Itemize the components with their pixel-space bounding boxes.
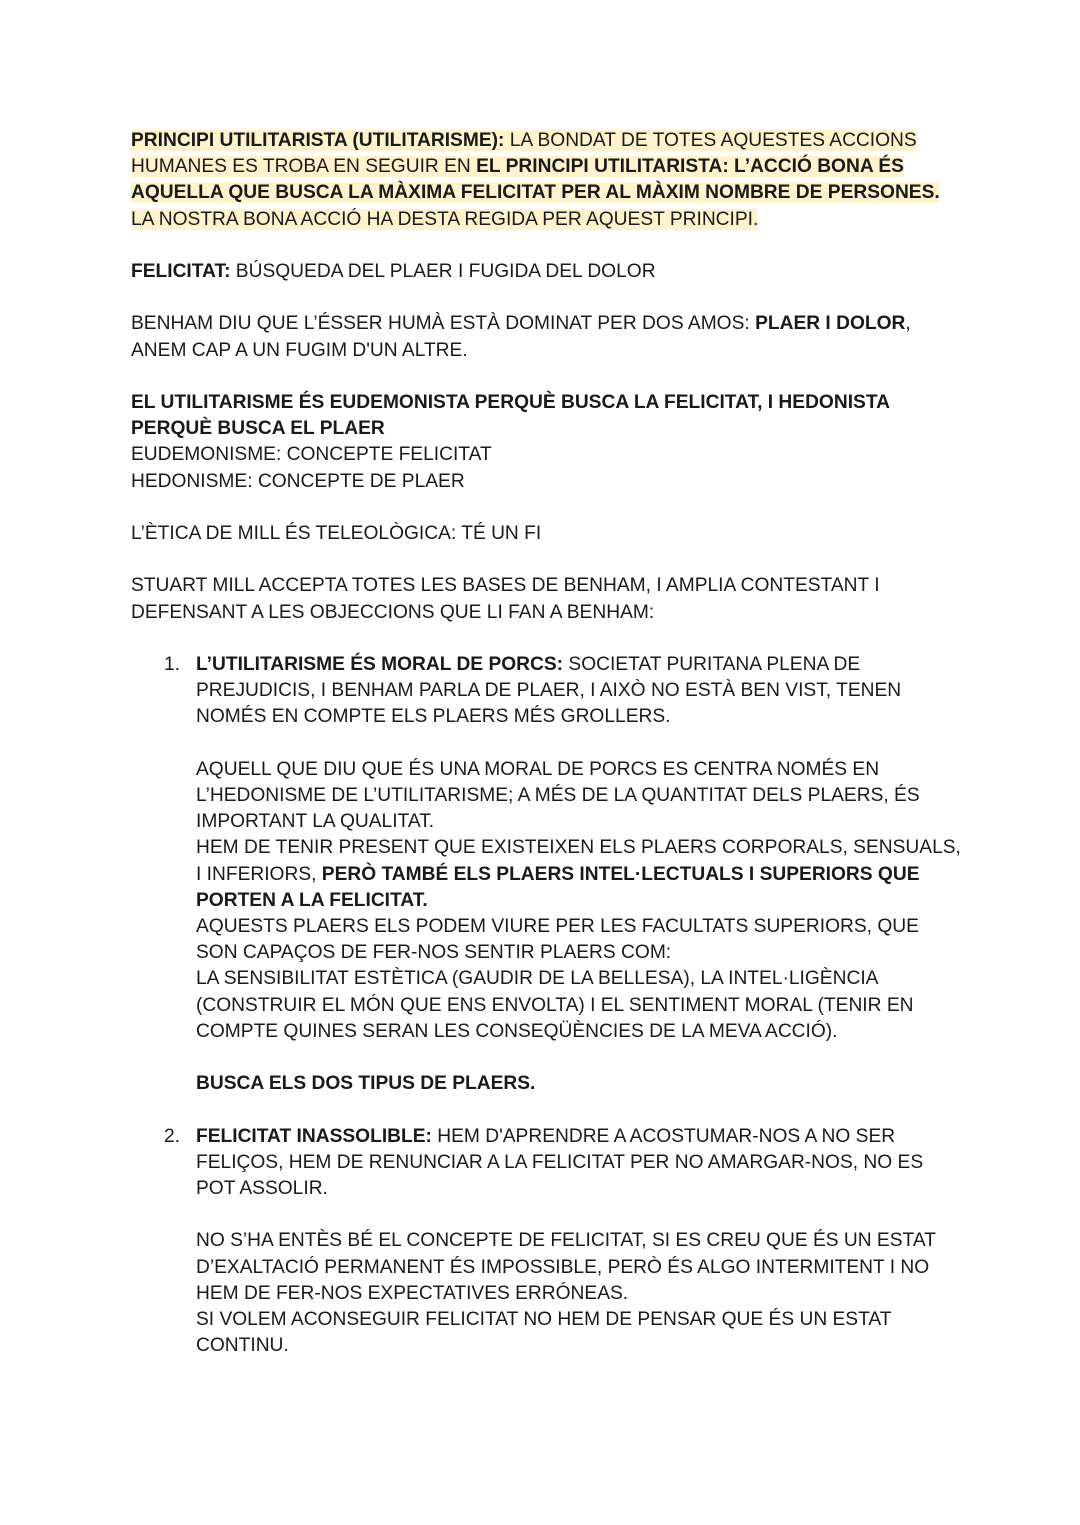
item-paragraph: LA SENSIBILITAT ESTÈTICA (GAUDIR DE LA BELLESA), LA INTEL·LIGÈNCIA (CONSTRUIR EL MÓN QUE ENS ENVOLTA) I EL SENTIMENT MORAL (TENIR EN COMPTE QUINES SERAN LES CONSEQÜÈNCIES DE LA MEVA ACCIÓ).: [196, 968, 914, 1042]
list-item: [131, 1124, 961, 1360]
item-bold: PERÒ TAMBÉ ELS PLAERS INTEL·LECTUALS I SUPERIORS QUE PORTEN A LA FELICITAT.: [196, 863, 920, 911]
item-paragraph: AQUELL QUE DIU QUE ÉS UNA MORAL DE PORCS ES CENTRA NOMÉS EN L’HEDONISME DE L’UTILITARISME; A MÉS DE LA QUANTITAT DELS PLAERS, ÉS IMPORTANT LA QUALITAT.: [196, 758, 920, 833]
benham-text-1: BENHAM DIU QUE L’ÉSSER HUMÀ ESTÀ DOMINAT PER DOS AMOS:: [131, 313, 756, 335]
eudemonista-heading: EL UTILITARISME ÉS EUDEMONISTA PERQUÈ BUSCA LA FELICITAT, I HEDONISTA PERQUÈ BUSCA EL PLAER: [131, 391, 890, 440]
felicitat-label: FELICITAT:: [131, 261, 231, 282]
intro-bold: EL PRINCIPI UTILITARISTA: L’ACCIÓ BONA ÉS AQUELLA QUE BUSCA LA MÀXIMA FELICITAT PER AL MÀXIM NOMBRE DE PERSONES.: [131, 156, 940, 204]
hedonisme-definition: HEDONISME: CONCEPTE DE PLAER: [131, 470, 465, 492]
benham-text-2: , ANEM CAP A UN FUGIM D'UN ALTRE.: [131, 313, 911, 361]
intro-text-2: LA NOSTRA BONA ACCIÓ HA DESTA REGIDA PER AQUEST PRINCIPI.: [131, 208, 759, 230]
felicitat-paragraph: [131, 259, 961, 285]
item-intro: [196, 652, 961, 731]
item-text: HEM D'APRENDRE A ACOSTUMAR-NOS A NO SER FELIÇOS, HEM DE RENUNCIAR A LA FELICITAT PER NO AMARGAR-NOS, NO ES POT ASSOLIR.: [196, 1125, 924, 1199]
item-paragraph: AQUESTS PLAERS ELS PODEM VIURE PER LES FACULTATS SUPERIORS, QUE SON CAPAÇOS DE FER-NOS SENTIR PLAERS COM:: [196, 915, 919, 964]
eudemonisme-definition: EUDEMONISME: CONCEPTE FELICITAT: [131, 444, 492, 466]
item-title: FELICITAT INASSOLIBLE:: [196, 1125, 432, 1147]
document-page: [131, 128, 961, 1359]
intro-text-1: LA BONDAT DE TOTES AQUESTES ACCIONS HUMANES ES TROBA EN SEGUIR EN: [131, 130, 917, 178]
item-text: SOCIETAT PURITANA PLENA DE PREJUDICIS, I BENHAM PARLA DE PLAER, I AIXÒ NO ESTÀ BEN VIST, TENEN NOMÉS EN COMPTE ELS PLAERS MÉS GROLLERS.: [196, 653, 902, 728]
list-item-number: 2.: [164, 1125, 181, 1147]
eudemonista-block: [131, 390, 961, 495]
list-item: [131, 652, 961, 1097]
intro-paragraph: [131, 128, 961, 233]
intro-label: PRINCIPI UTILITARISTA (UTILITARISME):: [131, 130, 505, 151]
objections-list: [131, 652, 961, 1359]
item-intro: [196, 1124, 961, 1203]
intro-highlight: [131, 130, 940, 230]
benham-bold: PLAER I DOLOR: [755, 313, 906, 335]
felicitat-text: BÚSQUEDA DEL PLAER I FUGIDA DEL DOLOR: [230, 261, 656, 282]
item-conclusion: BUSCA ELS DOS TIPUS DE PLAERS.: [196, 1073, 536, 1095]
item-title: L’UTILITARISME ÉS MORAL DE PORCS:: [196, 653, 564, 675]
item-paragraph: SI VOLEM ACONSEGUIR FELICITAT NO HEM DE PENSAR QUE ÉS UN ESTAT CONTINU.: [196, 1308, 892, 1357]
list-item-number: 1.: [164, 653, 181, 675]
item-paragraph: HEM DE TENIR PRESENT QUE EXISTEIXEN ELS PLAERS CORPORALS, SENSUALS, I INFERIORS, PERÒ TAMBÉ ELS PLAERS INTEL·LECTUALS I SUPERIORS QUE PORTEN A LA FELICITAT.: [196, 837, 961, 911]
mill-paragraph: STUART MILL ACCEPTA TOTES LES BASES DE BENHAM, I AMPLIA CONTESTANT I DEFENSANT A LES OBJECCIONS QUE LI FAN A BENHAM:: [131, 575, 880, 623]
etica-paragraph: L’ÈTICA DE MILL ÉS TELEOLÒGICA: TÉ UN FI: [131, 522, 542, 544]
benham-paragraph: [131, 311, 961, 363]
item-paragraph: NO S’HA ENTÈS BÉ EL CONCEPTE DE FELICITAT, SI ES CREU QUE ÉS UN ESTAT D’EXALTACIÓ PERMANENT ÉS IMPOSSIBLE, PERÒ ÉS ALGO INTERMITENT I NO HEM DE FER-NOS EXPECTATIVES ERRÓNEAS.: [196, 1230, 936, 1304]
